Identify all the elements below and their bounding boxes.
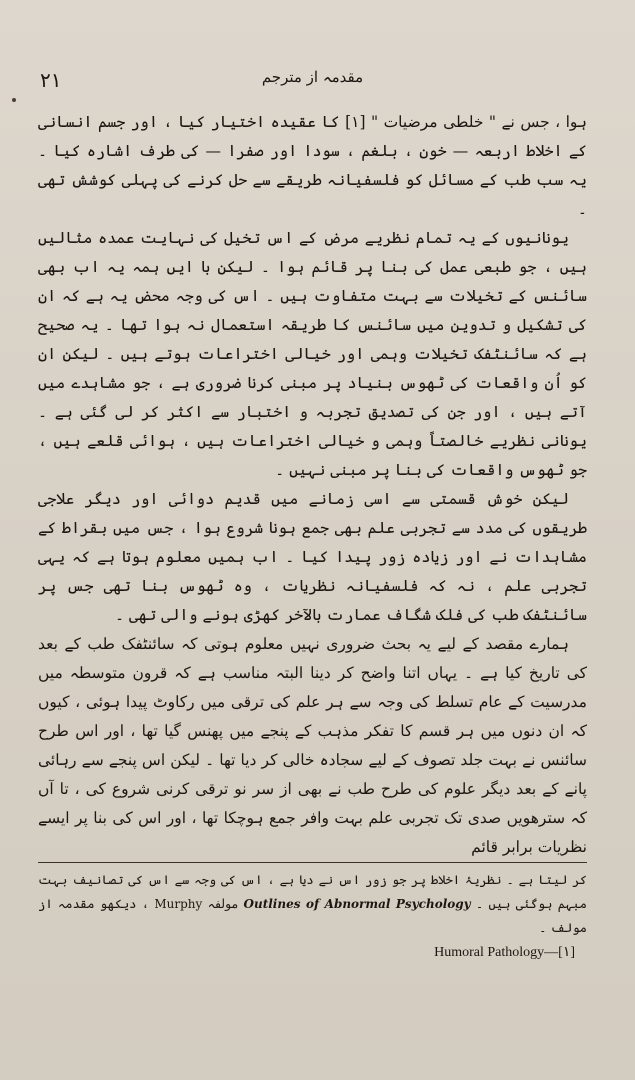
paragraph-3: لیکن خوش قسمتی سے اسی زمانے میں قدیم دوائی اور دیگر علاجی طریقوں کی مدد سے تجربی علم بھی جمع ہونا شروع ہوا ، جس میں بقراط کے مشاہدات نے اور زیادہ زور پیدا کیا ۔ اب ہمیں معلوم ہوتا ہے کہ یہی تجربی علم ، نہ کہ فلسفیانہ نظریات ، وہ ٹھوس بنا تھی جس پر سائنٹفک طب کی فلک شگاف عمارت بالآخر کھڑی ہونے والی تھی ۔ [38, 490, 587, 624]
footnote-text-2: مولفہ [207, 896, 239, 911]
reference-label: Humoral Pathology [434, 945, 545, 960]
running-title: مقدمہ از مترجم [261, 68, 364, 86]
footnote-book-title: Outlines of Abnormal Psychology [243, 897, 471, 911]
footnote-text-1: کر لیتا ہے ۔ نظریۂ اخلاط پر جو زور اس نے دیا ہے ، اس کی وجہ سے اس کی تصانیف بہت مبہم ہوگئی ہیں ۔ [38, 872, 587, 911]
main-text [38, 108, 587, 862]
footnote-author: Murphy [154, 897, 203, 911]
reference-note [38, 944, 575, 961]
paragraph-2: یونانیوں کے یہ تمام نظریے مرض کے اس تخیل کی نہایت عمدہ مثالیں ہیں ، جو طبعی عمل کی بنا پر قائم ہوا ۔ لیکن با ایں ہمہ یہ اب بھی سائنس کے تخیلات سے بہت متفاوت ہیں ۔ اس کی وجہ محض یہ ہے کہ ان کی تشکیل و تدوین میں سائنس کا طریقہ استعمال نہ ہوا تھا ۔ یہ صحیح ہے کہ سائنٹفک تخیلات وہمی اور خیالی اختراعات ہوتے ہیں ۔ لیکن ان کو اُن واقعات کی ٹھوس بنیاد پر مبنی کرنا ضروری ہے ، جو مشاہدے میں آتے ہیں ، اور جن کی تصدیق تجربہ و اختبار سے اکثر کر لی گئی ہے ۔ یونانی نظریے خالصتاً وہمی و خیالی اختراعات ہیں ، ہوائی قلعے ہیں ، جو ٹھوس واقعات کی بنا پر مبنی نہیں ۔ [38, 229, 587, 479]
paragraph-1: ہوا ، جس نے " خلطی مرضیات " [۱] کا عقیدہ اختیار کیا ، اور جسم انسانی کے اخلاط اربعہ — خون ، بلغم ، سودا اور صفرا — کی طرف اشارہ کیا ۔ یہ سب طب کے مسائل کو فلسفیانہ طریقے سے حل کرنے کی پہلی کوشش تھی ۔ [38, 113, 588, 218]
footnote [38, 868, 587, 940]
page-number: ۲۱ [40, 68, 62, 92]
ink-speck [12, 98, 16, 102]
footnote-text-3: ، دیکھو مقدمہ از مولف ۔ [38, 896, 587, 935]
footnote-divider [38, 862, 587, 863]
paragraph-4: ہمارے مقصد کے لیے یہ بحث ضروری نہیں معلوم ہوتی کہ سائنٹفک طب کے بعد کی تاریخ کیا ہے ۔ یہاں اتنا واضح کر دینا البتہ مناسب ہے کہ قرون متوسطہ میں مدرسیت کے عام تسلط کی وجہ سے ہر علم کی ترقی میں رکاوٹ پیدا ہوئی ، کیوں کہ ان دنوں میں ہر قسم کا تفکر مذہب کے پنجے میں پھنس گیا تھا ، اور اس طرح سائنس نے بہت جلد تصوف کے لیے سجادہ خالی کر دیا تھا ۔ لیکن اس پنجے سے رہائی پانے کے بعد دیگر علوم کی طرح طب نے بھی از سر نو ترقی کرنی شروع کی ، تا آں کہ سترھویں صدی تک تجربی علم بہت وافر جمع ہوچکا تھا ، اور اس کی بنا پر ایسے نظریات برابر قائم [38, 635, 587, 856]
reference-marker: —[۱] [544, 945, 575, 960]
page-header [40, 68, 585, 98]
